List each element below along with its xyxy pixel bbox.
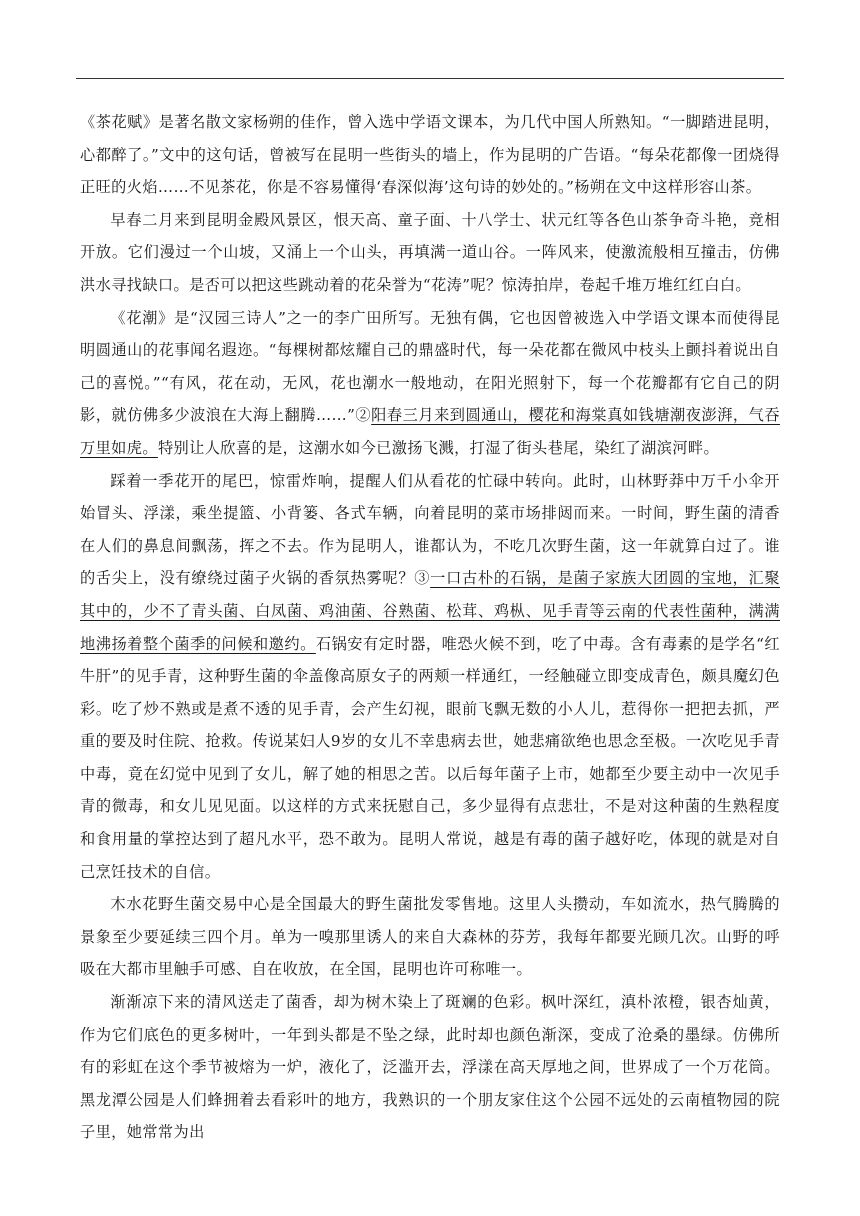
paragraph-4 xyxy=(80,465,780,889)
paragraph-2: 早春二月来到昆明金殿风景区，恨天高、童子面、十八学士、状元红等各色山茶争奇斗艳，竞相开放。它们漫过一个山坡，又涌上一个山头，再填满一道山谷。一阵风来，使激流般相互撞击，仿佛洪水寻找缺口。是否可以把这些跳动着的花朵誉为“花涛”呢？惊涛拍岸，卷起千堆万堆红红白白。 xyxy=(80,210,780,294)
paragraph-4-tail: 石锅安有定时器，唯恐火候不到，吃了中毒。含有毒素的是学名“红牛肝”的见手青，这种野生菌的伞盖像高原女子的两颊一样通红，一经触碰立即变成青色，颇具魔幻色彩。吃了炒不熟或是煮不透的见手青，会产生幻视，眼前飞飘无数的小人儿，惹得你一把把去抓，严重的要及时住院、抢救。传说某妇人9岁的女儿不幸患病去世，她悲痛欲绝也思念至极。一次吃见手青中毒，竟在幻觉中见到了女儿，解了她的相思之苦。以后每年菌子上市，她都至少要主动中一次见手青的微毒，和女儿见见面。以这样的方式来抚慰自己，多少显得有点悲壮，不是对这种菌的生熟程度和食用量的掌控达到了超凡水平，恐不敢为。昆明人常说，越是有毒的菌子越好吃，体现的就是对自己烹饪技术的自信。 xyxy=(80,634,781,881)
paragraph-3-text: 《花潮》是“汉园三诗人”之一的李广田所写。无独有偶，它也因曾被选入中学语文课本而使得昆明圆通山的花事闻名遐迩。“每棵树都炫耀自己的鼎盛时代，每一朵花都在微风中枝头上颤抖着说出自己的喜悦。”“有风，花在动，无风，花也潮水一般地动，在阳光照射下，每一个花瓣都有它自己的阴影，就仿佛多少波浪在大海上翻腾……”② xyxy=(80,308,780,425)
header-rule xyxy=(76,78,784,79)
paragraph-6: 渐渐凉下来的清风送走了菌香，却为树木染上了斑斓的色彩。枫叶深红，滇朴浓橙，银杏灿黄，作为它们底色的更多树叶，一年到头都是不坠之绿，此时却也颜色渐深，变成了沧桑的墨绿。仿佛所有的彩虹在这个季节被熔为一炉，液化了，泛滥开去，浮漾在高天厚地之间，世界成了一个万花筒。黑龙潭公园是人们蜂拥着去看彩叶的地方，我熟识的一个朋友家住这个公园不远处的云南植物园的院子里，她常常为出 xyxy=(80,993,780,1142)
paragraph-4-text: 踩着一季花开的尾巴，惊雷炸响，提醒人们从看花的忙碌中转向。此时，山林野莽中万千小伞开始冒头、浮漾，乘坐提篮、小背篓、各式车辆，向着昆明的菜市场排闼而来。一时间，野生菌的清香在人们的鼻息间飘荡，挥之不去。作为昆明人，谁都认为，不吃几次野生菌，这一年就算白过了。谁的舌尖上，没有缭绕过菌子火锅的香氛热雾呢？③ xyxy=(80,471,780,588)
underlined-sentence-2: 阳春三月来到圆通山，樱花和海棠真如钱塘潮夜澎湃，气吞万里如虎。 xyxy=(80,406,780,457)
paragraph-3-tail: 特别让人欣喜的是，这潮水如今已激扬飞溅，打湿了街头巷尾，染红了湖滨河畔。 xyxy=(157,438,720,457)
paragraph-3 xyxy=(80,302,780,465)
paragraph-1: 《茶花赋》是著名散文家杨朔的佳作，曾入选中学语文课本，为几代中国人所熟知。“一脚踏进昆明，心都醉了。”文中的这句话，曾被写在昆明一些街头的墙上，作为昆明的广告语。“每朵花都像一团烧得正旺的火焰……不见茶花，你是不容易懂得‘春深似海’这句诗的妙处的。”杨朔在文中这样形容山茶。 xyxy=(80,113,780,197)
paragraph-5: 木水花野生菌交易中心是全国最大的野生菌批发零售地。这里人头攒动，车如流水，热气腾腾的景象至少要延续三四个月。单为一嗅那里诱人的来自大森林的芬芳，我每年都要光顾几次。山野的呼吸在大都市里触手可感、自在收放，在全国，昆明也许可称唯一。 xyxy=(80,895,780,979)
article-body xyxy=(80,106,780,1149)
underlined-sentence-3: 一口古朴的石锅，是菌子家族大团圆的宝地，汇聚其中的，少不了青头菌、白凤菌、鸡油菌、谷熟菌、松茸、鸡枞、见手青等云南的代表性菌种，满满地沸扬着整个菌季的问候和邀约。 xyxy=(80,569,780,653)
